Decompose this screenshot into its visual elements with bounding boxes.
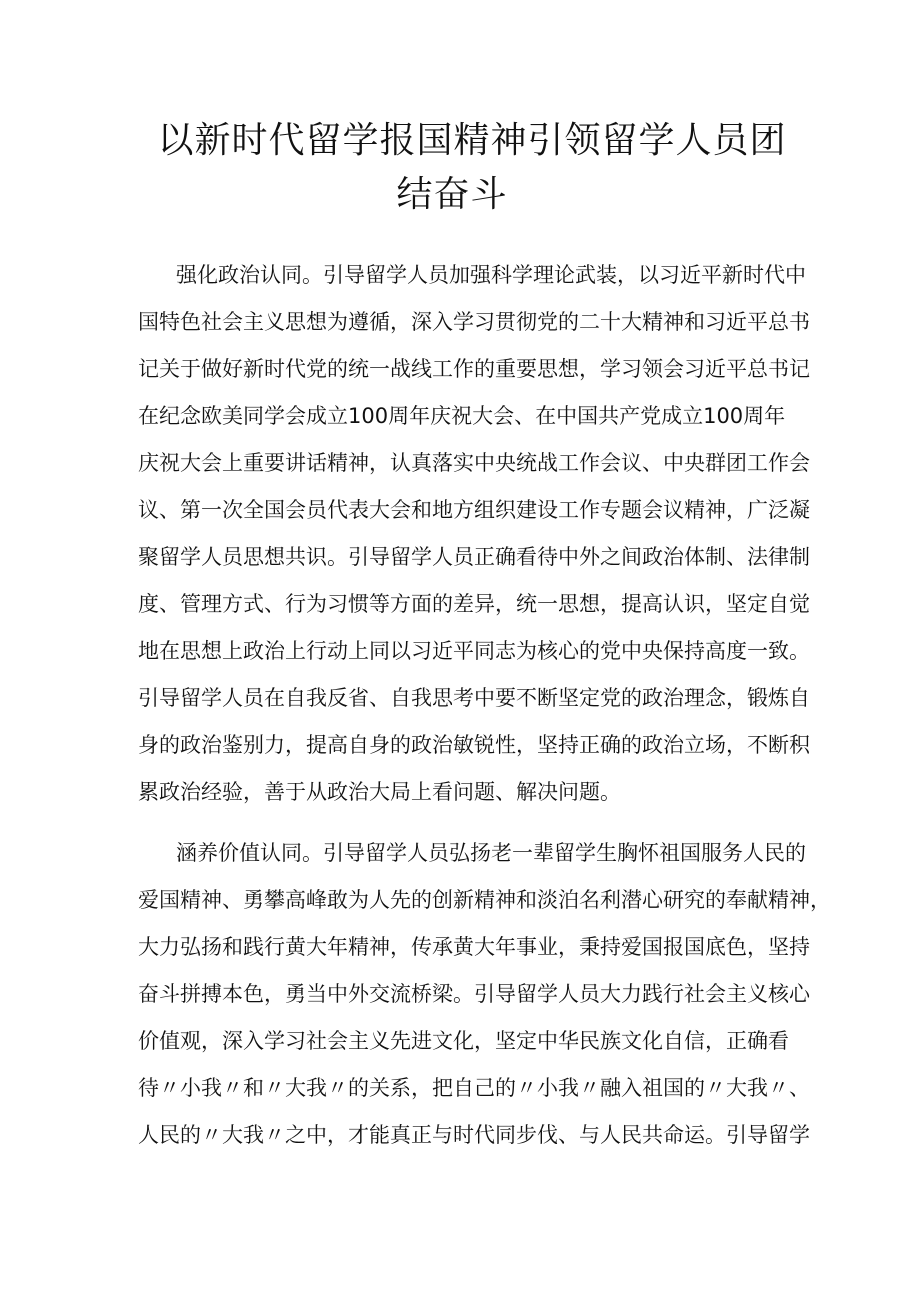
paragraph-line: 记关于做好新时代党的统一战线工作的重要思想，学习领会习近平总书记 xyxy=(138,357,810,381)
paragraph-line: 涵养价值认同。引导留学人员弘扬老一辈留学生胸怀祖国服务人民的 xyxy=(176,841,806,865)
paragraph-line: 度、管理方式、行为习惯等方面的差异，统一思想，提高认识，坚定自觉 xyxy=(138,592,810,616)
paragraph-line: 议、第一次全国会员代表大会和地方组织建设工作专题会议精神，广泛凝 xyxy=(138,498,810,522)
paragraph-line: 价值观，深入学习社会主义先进文化，坚定中华民族文化自信，正确看 xyxy=(138,1029,789,1053)
paragraph-line: 奋斗拼搏本色，勇当中外交流桥梁。引导留学人员大力践行社会主义核心 xyxy=(138,982,810,1006)
paragraph-line: 强化政治认同。引导留学人员加强科学理论武装，以习近平新时代中 xyxy=(176,263,806,287)
paragraph-line: 庆祝大会上重要讲话精神，认真落实中央统战工作会议、中央群团工作会 xyxy=(138,451,810,475)
paragraph-line: 在纪念欧美同学会成立100周年庆祝大会、在中国共产党成立100周年 xyxy=(138,404,786,428)
paragraph-line: 引导留学人员在自我反省、自我思考中要不断坚定党的政治理念，锻炼自 xyxy=(138,686,810,710)
paragraph-line: 国特色社会主义思想为遵循，深入学习贯彻党的二十大精神和习近平总书 xyxy=(138,310,810,334)
document-title-line-1: 以新时代留学报国精神引领留学人员团 xyxy=(157,120,787,161)
paragraph-line: 爱国精神、勇攀高峰敢为人先的创新精神和淡泊名利潜心研究的奉献精神， xyxy=(138,888,831,912)
paragraph-line: 大力弘扬和践行黄大年精神，传承黄大年事业，秉持爱国报国底色，坚持 xyxy=(138,935,810,959)
document-title-line-2: 结奋斗 xyxy=(396,174,508,215)
paragraph-line: 累政治经验，善于从政治大局上看问题、解决问题。 xyxy=(138,780,621,804)
paragraph-line: 人民的〃大我〃之中，才能真正与时代同步伐、与人民共命运。引导留学 xyxy=(138,1123,810,1147)
paragraph-line: 身的政治鉴别力，提高自身的政治敏锐性，坚持正确的政治立场，不断积 xyxy=(138,733,810,757)
paragraph-line: 地在思想上政治上行动上同以习近平同志为核心的党中央保持高度一致。 xyxy=(138,639,810,663)
paragraph-line: 聚留学人员思想共识。引导留学人员正确看待中外之间政治体制、法律制 xyxy=(138,545,810,569)
paragraph-line: 待〃小我〃和〃大我〃的关系，把自己的〃小我〃融入祖国的〃大我〃、 xyxy=(138,1076,810,1100)
